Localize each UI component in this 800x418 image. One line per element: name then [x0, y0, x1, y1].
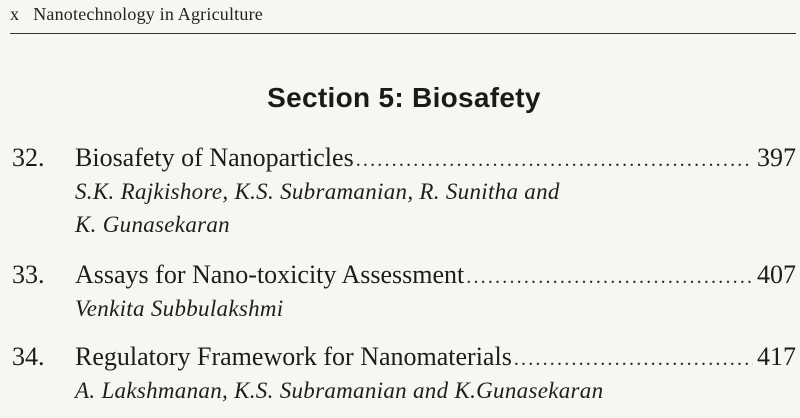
chapter-authors-line: A. Lakshmanan, K.S. Subramanian and K.Gunasekaran	[75, 378, 604, 403]
toc-entry-line	[12, 342, 796, 374]
chapter-title: Regulatory Framework for Nanomaterials	[75, 342, 512, 371]
section-title: Section 5: Biosafety	[267, 82, 541, 113]
chapter-title: Biosafety of Nanoparticles	[75, 143, 354, 172]
chapter-number: 32.	[12, 143, 45, 172]
dot-leader	[466, 262, 753, 292]
chapter-page-number: 397	[757, 143, 796, 172]
chapter-number: 33.	[12, 260, 45, 289]
chapter-page-number: 417	[757, 342, 796, 371]
toc-entry-32	[12, 143, 796, 241]
chapter-authors-line: Venkita Subbulakshmi	[75, 296, 284, 321]
chapter-authors-line: K. Gunasekaran	[75, 212, 230, 237]
toc-entry-line	[12, 260, 796, 292]
running-head-title: Nanotechnology in Agriculture	[33, 4, 263, 24]
dot-leader	[356, 145, 753, 175]
header-rule	[10, 33, 796, 34]
chapter-title: Assays for Nano-toxicity Assessment	[75, 260, 465, 289]
chapter-page-number: 407	[757, 260, 796, 289]
page-folio: x	[10, 4, 20, 24]
toc-entry-line	[12, 143, 796, 175]
chapter-number: 34.	[12, 342, 45, 371]
toc-entry-34	[12, 342, 796, 407]
dot-leader	[514, 344, 753, 374]
toc-entry-33	[12, 260, 796, 325]
running-head	[10, 4, 263, 25]
chapter-authors-line: S.K. Rajkishore, K.S. Subramanian, R. Sunitha and	[75, 179, 560, 204]
